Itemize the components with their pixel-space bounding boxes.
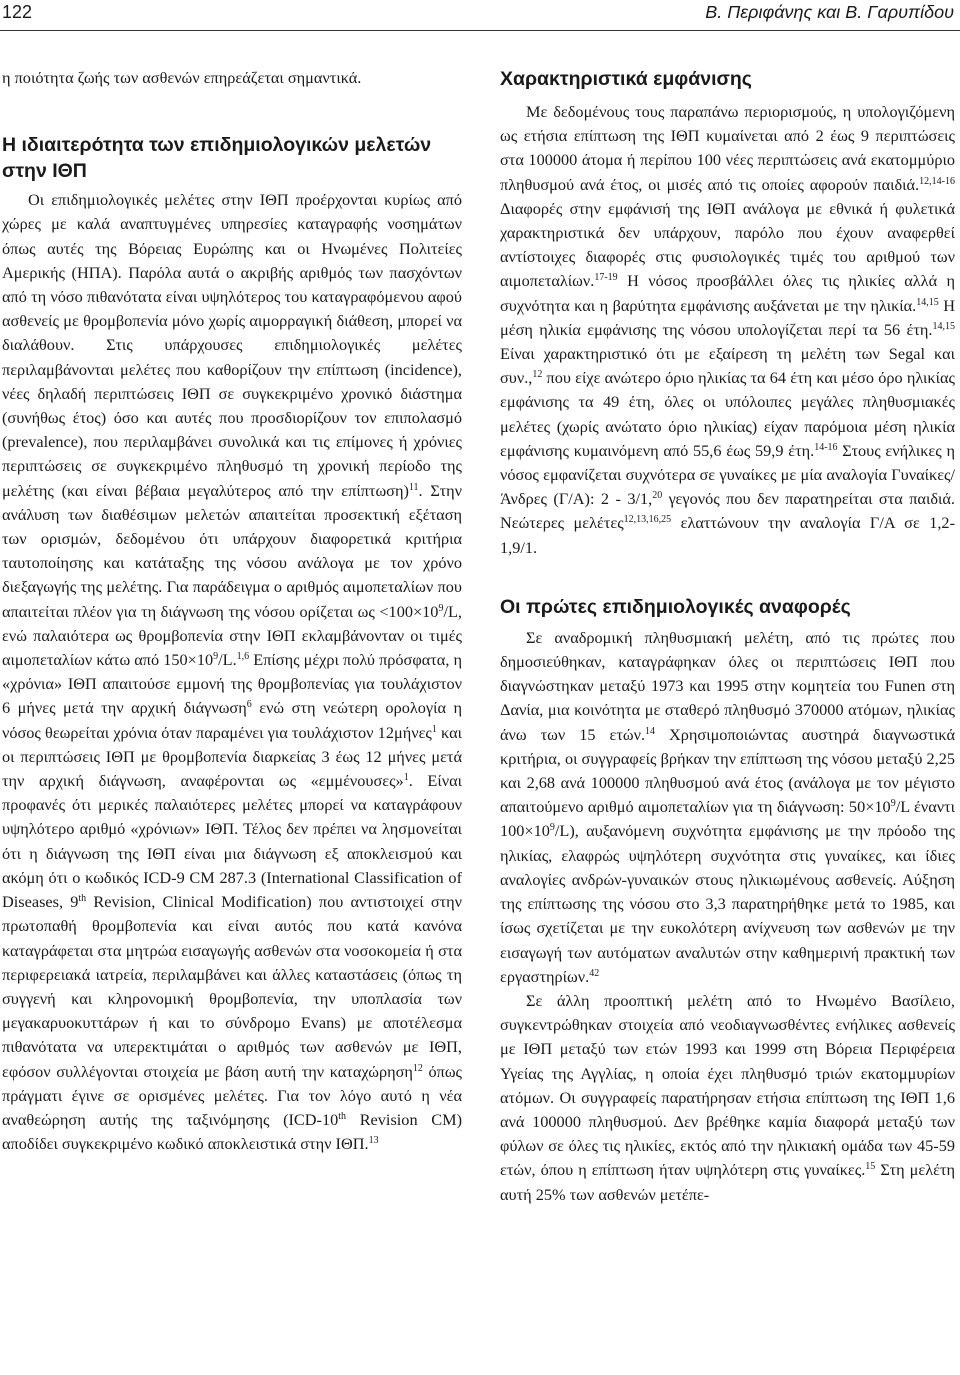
text-run: που είχε ανώτερο όριο ηλικίας τα 64 έτη και μέσο όρο ηλικίας εμφάνισης τα 49 έτη, όλες οι υπόλοιπες μεγάλες πληθυσμιακές μελέτες (χωρίς ανώτατο όριο ηλικίας) είχαν παρόμοια μέση ηλικία εμφάνισης κυμαινόμενη από 55,6 έως 59,9 έτη.	[500, 368, 955, 460]
citation: 1,6	[236, 651, 250, 663]
body-paragraph	[500, 100, 955, 560]
text-run: ελαττώνουν την αναλογία Γ/Α σε 1,2- 1,9/1.	[500, 513, 955, 557]
running-head-authors: Β. Περιφάνης και Β. Γαρυπίδου	[705, 2, 954, 22]
page-header	[0, 0, 960, 40]
left-column	[2, 66, 462, 1366]
text-run: . Είναι προφανές ότι μερικές παλαιότερες μελέτες μπορεί να καταγράφουν υψηλότερο αριθμό «χρόνιων» ΙΘΠ. Τέλος δεν πρέπει να λησμονείται ότι η διάγνωση της ΙΘΠ είναι μια διάγνωση εξ αποκλεισμού και ακόμη ότι ο κωδικός ICD-9 CM 287.3 (International Classification of Diseases, 9	[2, 771, 462, 912]
intro-line: η ποιότητα ζωής των ασθενών επηρεάζεται σημαντικά.	[2, 68, 362, 87]
citation: 1	[403, 772, 409, 784]
page-number: 122	[2, 2, 33, 22]
citation: 20	[652, 490, 663, 502]
text-run: Είναι χαρακτηριστικό ότι με εξαίρεση τη μελέτη των Segal και συν.,	[500, 344, 955, 388]
citation: 1	[431, 723, 437, 735]
text-run: Στη μελέτη αυτή 25% των ασθενών μετέπε-	[500, 1160, 955, 1204]
text-run: και οι περιπτώσεις ΙΘΠ με θρομβοπενία διαρκείας 3 έως 12 μήνες μετά την αρχική διάγνωση, αναφέρονται ως «εμμένουσες»	[2, 722, 462, 791]
superscript: th	[338, 1110, 347, 1122]
citation: 17-19	[594, 272, 618, 284]
text-run: Η νόσος προσβάλλει όλες τις ηλικίες αλλά η συχνότητα και η βαρύτητα εμφάνισης αυξάνεται με την ηλικία.	[500, 271, 955, 315]
citation: 15	[865, 1161, 876, 1173]
superscript: 9	[890, 798, 896, 810]
citation: 42	[589, 967, 600, 979]
text-run: /L), αυξανόμενη συχνότητα εμφάνισης με την πρόοδο της ηλικίας, ελαφρώς υψηλότερη συχνότητα στις γυναίκες, και ίδιες αναλογίες ανδρών-γυναικών στους ηλικιωμένους ασθενείς. Αύξηση της επίπτωσης της νόσου στο 3,3 παρατηρήθηκε μετά το 1985, και ίσως σχετίζεται με την ευκολότερη ανίχνευση των ασθενών με την εισαγωγή των αυτόματων αναλυτών στην καθημερινή πρακτική των εργαστηρίων.	[500, 821, 955, 986]
superscript: 9	[213, 651, 219, 663]
superscript: th	[78, 893, 87, 905]
section-title-first-reports: Οι πρώτες επιδημιολογικές αναφορές	[500, 595, 851, 618]
citation: 11	[408, 481, 419, 493]
text-run: Χρησιμοποιώντας αυστηρά διαγνωστικά κριτήρια, οι συγγραφείς βρήκαν την επίπτωση της νόσου μεταξύ 2,25 και 2,68 ανά 100000 πληθυσμού ανά έτος (ανάλογα με τον μέγιστο απαιτούμενο αριθμό αιμοπεταλίων για τη διάγνωση: 50×10	[500, 724, 955, 817]
text-run: Revision CM) αποδίδει συγκεκριμένο κωδικό αποκλειστικά στην ΙΘΠ.	[2, 1109, 462, 1154]
section-title-epidemiology-specificity: Η ιδιαιτερότητα των επιδημιολογικών μελετών στην ΙΘΠ	[2, 134, 432, 183]
text-run: Στους ενήλικες η νόσος εμφανίζεται συχνότερα σε γυναίκες με μία αναλογία Γυναίκες/Άνδρες (Γ/Α): 2 - 3/1,	[500, 440, 955, 509]
text-run: Με δεδομένους τους παραπάνω περιορισμούς, η υπολογιζόμενη ως ετήσια επίπτωση της ΙΘΠ κυμαίνεται από 2 έως 9 περιπτώσεις στα 100000 άτομα ή περίπου 100 νέες περιπτώσεις ανά εκατομμύριο πληθυσμού ανά έτος, οι μισές από τις οποίες αφορούν παιδιά.	[500, 102, 955, 194]
section-title-characteristics: Χαρακτηριστικά εμφάνισης	[500, 68, 752, 90]
body-paragraph	[500, 626, 955, 989]
body-paragraph	[500, 989, 955, 1207]
citation: 14-16	[814, 441, 838, 453]
header-rule	[0, 30, 960, 31]
citation: 12	[412, 1062, 423, 1074]
citation: 14,15	[916, 296, 939, 308]
text-run: όπως πράγματι έγινε σε ορισμένες μελέτες. Για τον λόγο αυτό η νέα αναθεώρηση αυτής της ταξινόμησης (ICD-10	[2, 1061, 462, 1129]
text-run: Revision, Clinical Modification) που αντιστοιχεί στην πρωτοπαθή θρομβοπενία και είναι αυτός που κατά κανόνα καταγράφεται στα μητρώα εισαγωγής ασθενών στα νοσοκομεία ή στα περιφερειακά ιατρεία, περιλαμβάνει και άλλες καταστάσεις (όπως τη συγγενή και κληρονομική θρομβοπενία, την υποπλασία των μεγακαρυοκυττάρων ή και το σύνδρομο Evans) με αποτέλεσμα πιθανότατα να υπερεκτιμάται ο αριθμός των ασθενών με ΙΘΠ, εφόσον συλλέγονται στοιχεία με βάση αυτή την καταχώρηση	[2, 892, 462, 1081]
text-run: Σε αναδρομική πληθυσμιακή μελέτη, από τις πρώτες που δημοσιεύθηκαν, καταγράφηκαν όλες οι περιπτώσεις ΙΘΠ που διαγνώστηκαν μεταξύ 1973 και 1995 στην κομητεία του Funen στη Δανία, μια κοινότητα με σταθερό πληθυσμό 370000 ατόμων, ηλικίας άνω των 15 ετών.	[500, 627, 955, 744]
citation: 12	[532, 369, 543, 381]
text-run: Σε άλλη προοπτική μελέτη από το Ηνωμένο Βασίλειο, συγκεντρώθηκαν στοιχεία από νεοδιαγνωσθέντες ενήλικες ασθενείς με ΙΘΠ μεταξύ των ετών 1993 και 1999 στη Βόρεια Περιφέρεια Υγείας της Αγγλίας, η οποία έχει πληθυσμό τριών εκατομμυρίων ατόμων. Οι συγγραφείς παρατήρησαν ετήσια επίπτωση της ΙΘΠ 1,6 ανά 100000 πληθυσμού. Δεν βρέθηκε καμία διαφορά μεταξύ των φύλων σε όλες τις ηλικίες, εκτός από την ηλικιακή ομάδα των 45-59 ετών, όπου η επίπτωση ήταν υψηλότερη στις γυναίκες.	[500, 990, 955, 1180]
superscript: 9	[438, 602, 444, 614]
text-run: Επίσης μέχρι πολύ πρόσφατα, η «χρόνια» ΙΘΠ απαιτούσε εμμονή της θρομβοπενίας για τουλάχιστον 6 μήνες μετά την αρχική διάγνωση	[2, 650, 462, 718]
right-column	[500, 66, 955, 1366]
body-paragraph	[2, 188, 462, 1156]
citation: 14,15	[932, 320, 955, 332]
text-run: Η μέση ηλικία εμφάνισης της νόσου υπολογίζεται περί τα 56 έτη.	[500, 295, 955, 339]
text-run: Οι επιδημιολογικές μελέτες στην ΙΘΠ προέρχονται κυρίως από χώρες με καλά αναπτυγμένες υπηρεσίες καταγραφής νοσημάτων όπως αυτές της Βόρειας Ευρώπης και οι Ηνωμένες Πολιτείες Αμερικής (ΗΠΑ). Παρόλα αυτά ο ακριβής αριθμός των πασχόντων από τη νόσο πιθανότατα είναι υψηλότερος του καταγραφόμενου αφού ασθενείς με θρομβοπενία μόνο χωρίς αιμορραγική διάθεση, μπορεί να διαλάθουν. Στις υπάρχουσες επιδημιολογικές μελέτες περιλαμβάνονται μελέτες που καθορίζουν την επίπτωση (incidence), νέες δηλαδή περιπτώσεις ΙΘΠ σε συγκεκριμένο χρονικό διάστημα (συνήθως έτος) όσο και αυτές που προσδιορίζουν τον επιπολασμό (prevalence), που περιλαμβάνει συνολικά και τις επίμονες ή χρόνιες περιπτώσεις σε συγκεκριμένο πληθυσμό τη χρονική περίοδο της μελέτης (και είναι βέβαια μεγαλύτερος από την επίπτωση)	[2, 190, 462, 500]
text-run: Διαφορές στην εμφάνισή της ΙΘΠ ανάλογα με εθνικά ή φυλετικά χαρακτηριστικά δεν υπάρχουν, παρόλο που έχουν αναφερθεί αντίστοιχες διαφορές στις φυσιολογικές τιμές του αριθμού των αιμοπεταλίων.	[500, 198, 955, 291]
text-run: /L, ενώ παλαιότερα ως θρομβοπενία στην ΙΘΠ εκλαμβάνονταν οι τιμές αιμοπεταλίων κάτω από 150×10	[2, 601, 462, 670]
citation: 14	[645, 725, 656, 737]
superscript: 9	[549, 822, 555, 834]
text-run: /L έναντι 100×10	[500, 797, 955, 841]
text-run: γεγονός που δεν παρατηρείται στα παιδιά. Νεώτερες μελέτες	[500, 489, 955, 533]
text-run: . Στην ανάλυση των διαθέσιμων μελετών απαιτείται προσεκτική εξέταση των ορισμών, δεδομένου ότι υπάρχουν διαφορετικά κριτήρια ταυτοποίησης και κατάταξης της νόσου ανάλογα με τον χρόνο διεξαγωγής της μελέτης. Για παράδειγμα ο αριθμός αιμοπεταλίων που απαιτείται πλέον για τη διάγνωση της νόσου ορίζεται ως <100×10	[2, 480, 462, 621]
citation: 12,13,16,25	[623, 514, 672, 526]
text-run: /L.	[218, 650, 237, 670]
citation: 13	[368, 1135, 379, 1147]
citation: 6	[246, 699, 252, 711]
citation: 12,14-16	[919, 175, 955, 187]
text-run: ενώ στη νεώτερη ορολογία η νόσος θεωρείται χρόνια όταν παραμένει για τουλάχιστον 12μήνες	[2, 698, 462, 742]
